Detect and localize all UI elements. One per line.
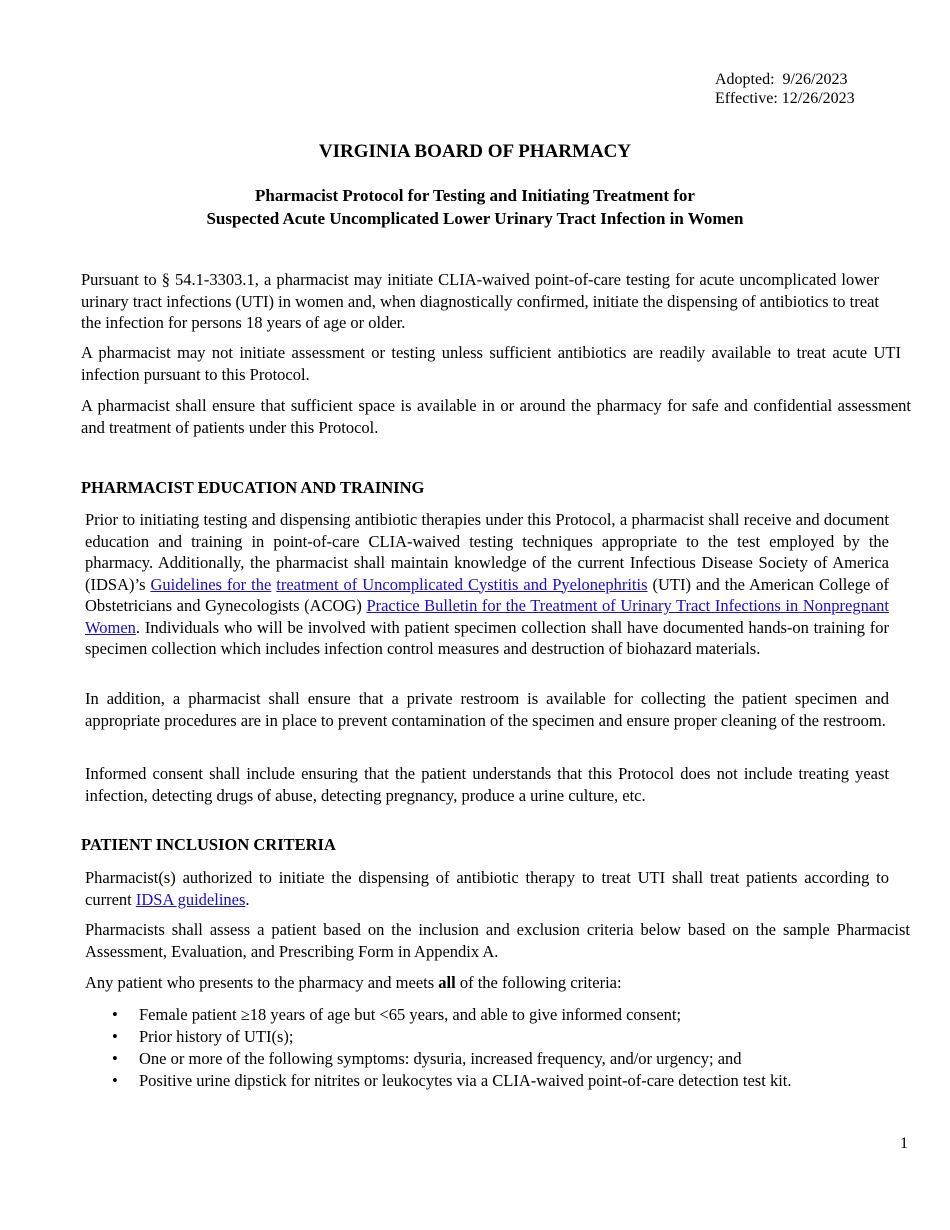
acog-practice-bulletin-link[interactable]: Practice Bulletin for the Treatment of Urinary Tract Infections in Nonpregnant Women (85, 596, 889, 637)
intro-paragraph-3: A pharmacist shall ensure that sufficient space is available in or around the pharmacy for safe and confidential assessment and treatment of patients under this Protocol. (81, 396, 911, 437)
list-item: • Female patient ≥18 years of age but <65 years, and able to give informed consent; (112, 1004, 791, 1026)
inclusion-heading: PATIENT INCLUSION CRITERIA (81, 835, 336, 854)
effective-label: Effective: (715, 90, 778, 107)
page-number: 1 (900, 1135, 908, 1152)
inclusion-criteria-intro-a: Any patient who presents to the pharmacy and meets (85, 973, 439, 992)
effective-date: 12/26/2023 (781, 90, 855, 107)
idsa-guidelines-link-2[interactable]: IDSA guidelines (135, 889, 246, 909)
document-subtitle (0, 184, 950, 230)
adoption-dates (715, 70, 855, 108)
education-text-a: Prior to initiating testing and dispensing antibiotic therapies under this Protocol, a pharmacist shall receive and document education and training in point-of-care CLIA-waived testing techniques appropriate to the test employed by the pharmacy. Additionally, the pharmacist shall maintain knowledge of the current Infectious Disease Society of America (IDSA)’s (85, 510, 889, 594)
education-text-c: . Individuals who will be involved with patient specimen collection shall have documented hands-on training for specimen collection which includes infection control measures and destruction of biohazard materials. (85, 617, 889, 658)
inclusion-paragraph-3 (85, 972, 910, 994)
intro-paragraph-2: A pharmacist may not initiate assessment or testing unless sufficient antibiotics are readily available to treat acute UTI infection pursuant to this Protocol. (81, 343, 901, 384)
education-paragraph-3: Informed consent shall include ensuring that the patient understands that this Protocol does not include treating yeast infection, detecting drugs of abuse, detecting pregnancy, produce a urine culture, etc. (85, 764, 889, 805)
adopted-date: 9/26/2023 (782, 71, 848, 88)
inclusion-paragraph-1 (85, 867, 889, 910)
inclusion-criteria-all: all (438, 973, 456, 992)
cystitis-pyelonephritis-link[interactable]: treatment of Uncomplicated Cystitis and Pyelonephritis (276, 574, 648, 594)
intro-paragraph-1: Pursuant to § 54.1-3303.1, a pharmacist may initiate CLIA-waived point-of-care testing for acute uncomplicated lower urinary tract infections (UTI) in women and, when diagnostically confirmed, initiate the dispensing of antibiotics to treat the infection for persons 18 years of age or older. (81, 270, 879, 332)
inclusion-criteria-intro-b: of the following criteria: (455, 973, 622, 992)
inclusion-text-b: . (245, 889, 250, 909)
list-item: • Positive urine dipstick for nitrites or leukocytes via a CLIA-waived point-of-care detection test kit. (112, 1070, 791, 1092)
subtitle-line-2: Suspected Acute Uncomplicated Lower Urinary Tract Infection in Women (206, 209, 744, 228)
education-text-b: (UTI) and the American College of Obstetricians and Gynecologists (ACOG) (85, 574, 889, 615)
inclusion-criteria-list (112, 1004, 791, 1092)
idsa-guidelines-link[interactable]: Guidelines for the (150, 574, 272, 594)
inclusion-paragraph-2: Pharmacists shall assess a patient based on the inclusion and exclusion criteria below based on the sample Pharmacist Assessment, Evaluation, and Prescribing Form in Appendix A. (85, 920, 910, 961)
education-paragraph-2: In addition, a pharmacist shall ensure that a private restroom is available for collecting the patient specimen and appropriate procedures are in place to prevent contamination of the specimen and ensure proper cleaning of the restroom. (85, 689, 889, 730)
list-item: • Prior history of UTI(s); (112, 1026, 791, 1048)
education-heading: PHARMACIST EDUCATION AND TRAINING (81, 478, 425, 497)
adopted-label: Adopted: (715, 71, 775, 88)
document-title: VIRGINIA BOARD OF PHARMACY (318, 141, 632, 162)
education-paragraph-1 (85, 509, 889, 660)
list-item: • One or more of the following symptoms: dysuria, increased frequency, and/or urgency; and (112, 1048, 791, 1070)
inclusion-text-a: Pharmacist(s) authorized to initiate the dispensing of antibiotic therapy to treat UTI shall treat patients according to current (85, 868, 889, 909)
subtitle-line-1: Pharmacist Protocol for Testing and Initiating Treatment for (255, 186, 695, 205)
